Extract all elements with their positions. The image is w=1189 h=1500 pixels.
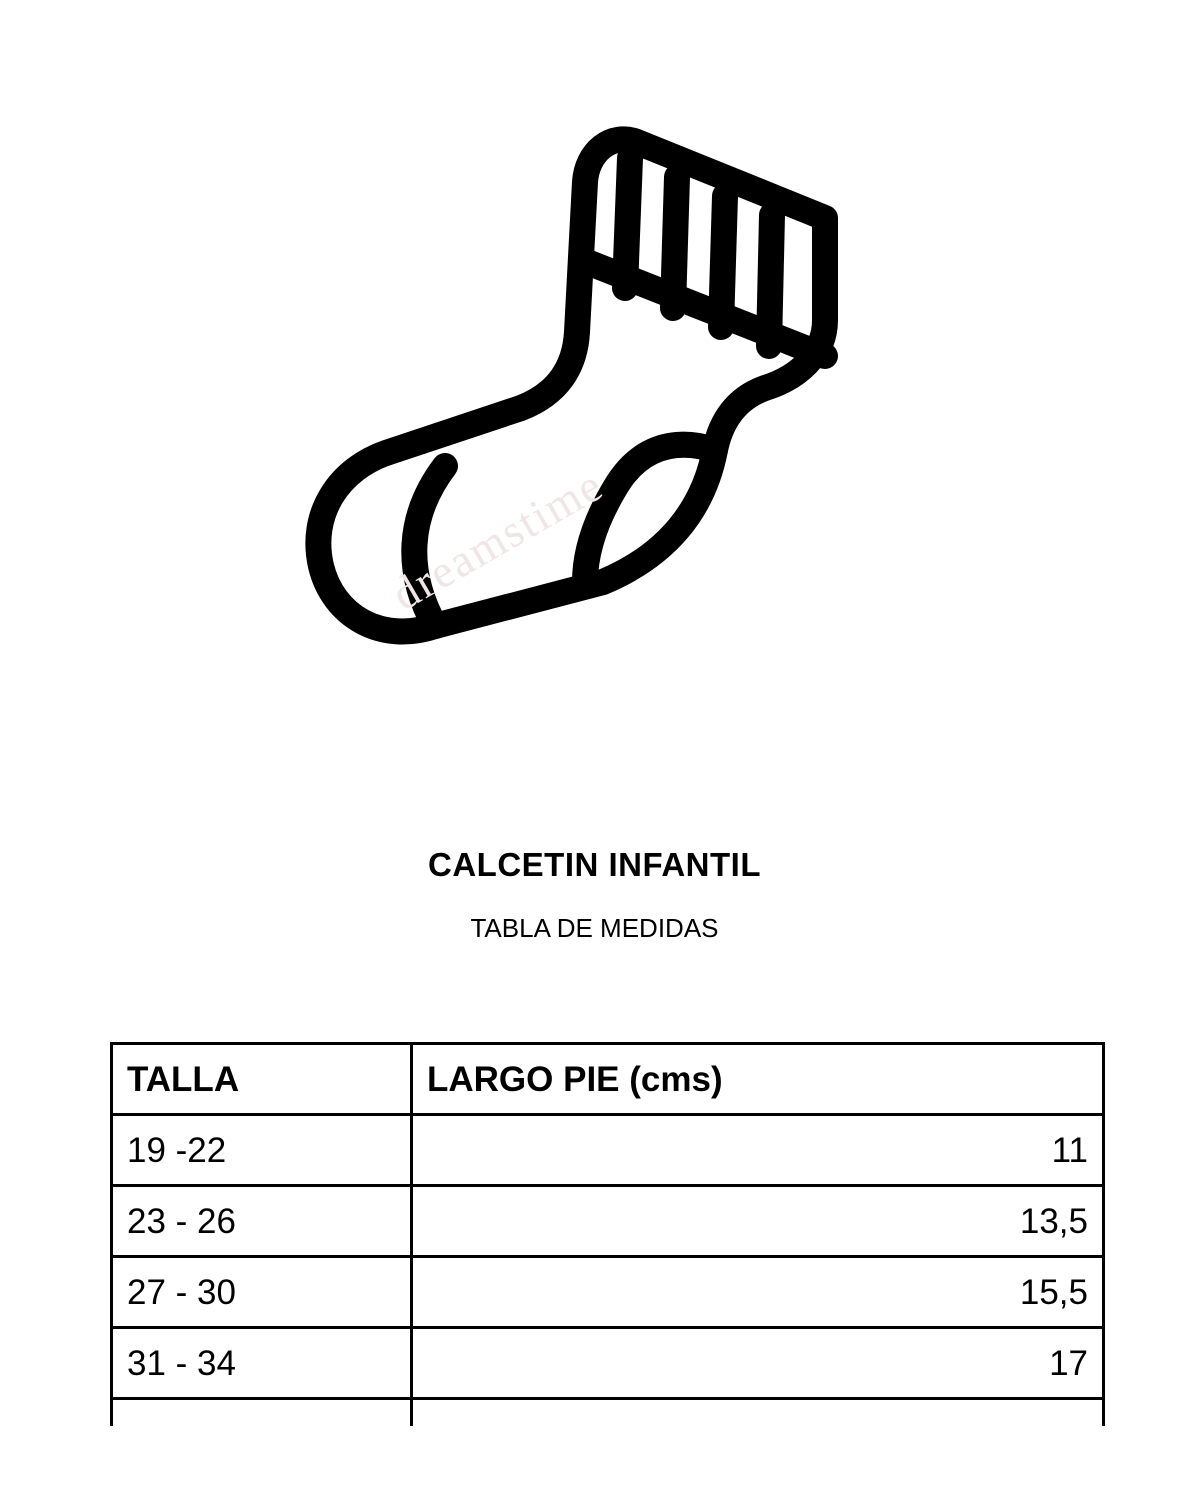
table-row — [112, 1115, 1104, 1186]
title-block — [0, 845, 1189, 944]
table-header-row — [112, 1044, 1104, 1115]
measurements-table — [110, 1042, 1105, 1426]
watermark-text: dreamstime — [383, 458, 612, 621]
table-row — [112, 1186, 1104, 1257]
column-header-largo: LARGO PIE (cms) — [412, 1044, 1104, 1115]
measurements-table-wrapper — [110, 1042, 1102, 1426]
cell-largo-partial — [412, 1399, 1104, 1427]
page-title: CALCETIN INFANTIL — [428, 846, 761, 883]
sock-illustration — [0, 120, 1189, 720]
cell-talla-partial — [112, 1399, 412, 1427]
page-subtitle: TABLA DE MEDIDAS — [470, 912, 719, 943]
column-header-talla: TALLA — [112, 1044, 412, 1115]
cell-largo: 17 — [412, 1328, 1104, 1399]
table-row-partial — [112, 1399, 1104, 1427]
sock-icon — [285, 120, 905, 680]
cell-largo: 13,5 — [412, 1186, 1104, 1257]
table-row — [112, 1328, 1104, 1399]
cell-largo: 11 — [412, 1115, 1104, 1186]
cell-largo: 15,5 — [412, 1257, 1104, 1328]
table-row — [112, 1257, 1104, 1328]
cell-talla: 27 - 30 — [112, 1257, 412, 1328]
cell-talla: 23 - 26 — [112, 1186, 412, 1257]
cell-talla: 31 - 34 — [112, 1328, 412, 1399]
cell-talla: 19 -22 — [112, 1115, 412, 1186]
